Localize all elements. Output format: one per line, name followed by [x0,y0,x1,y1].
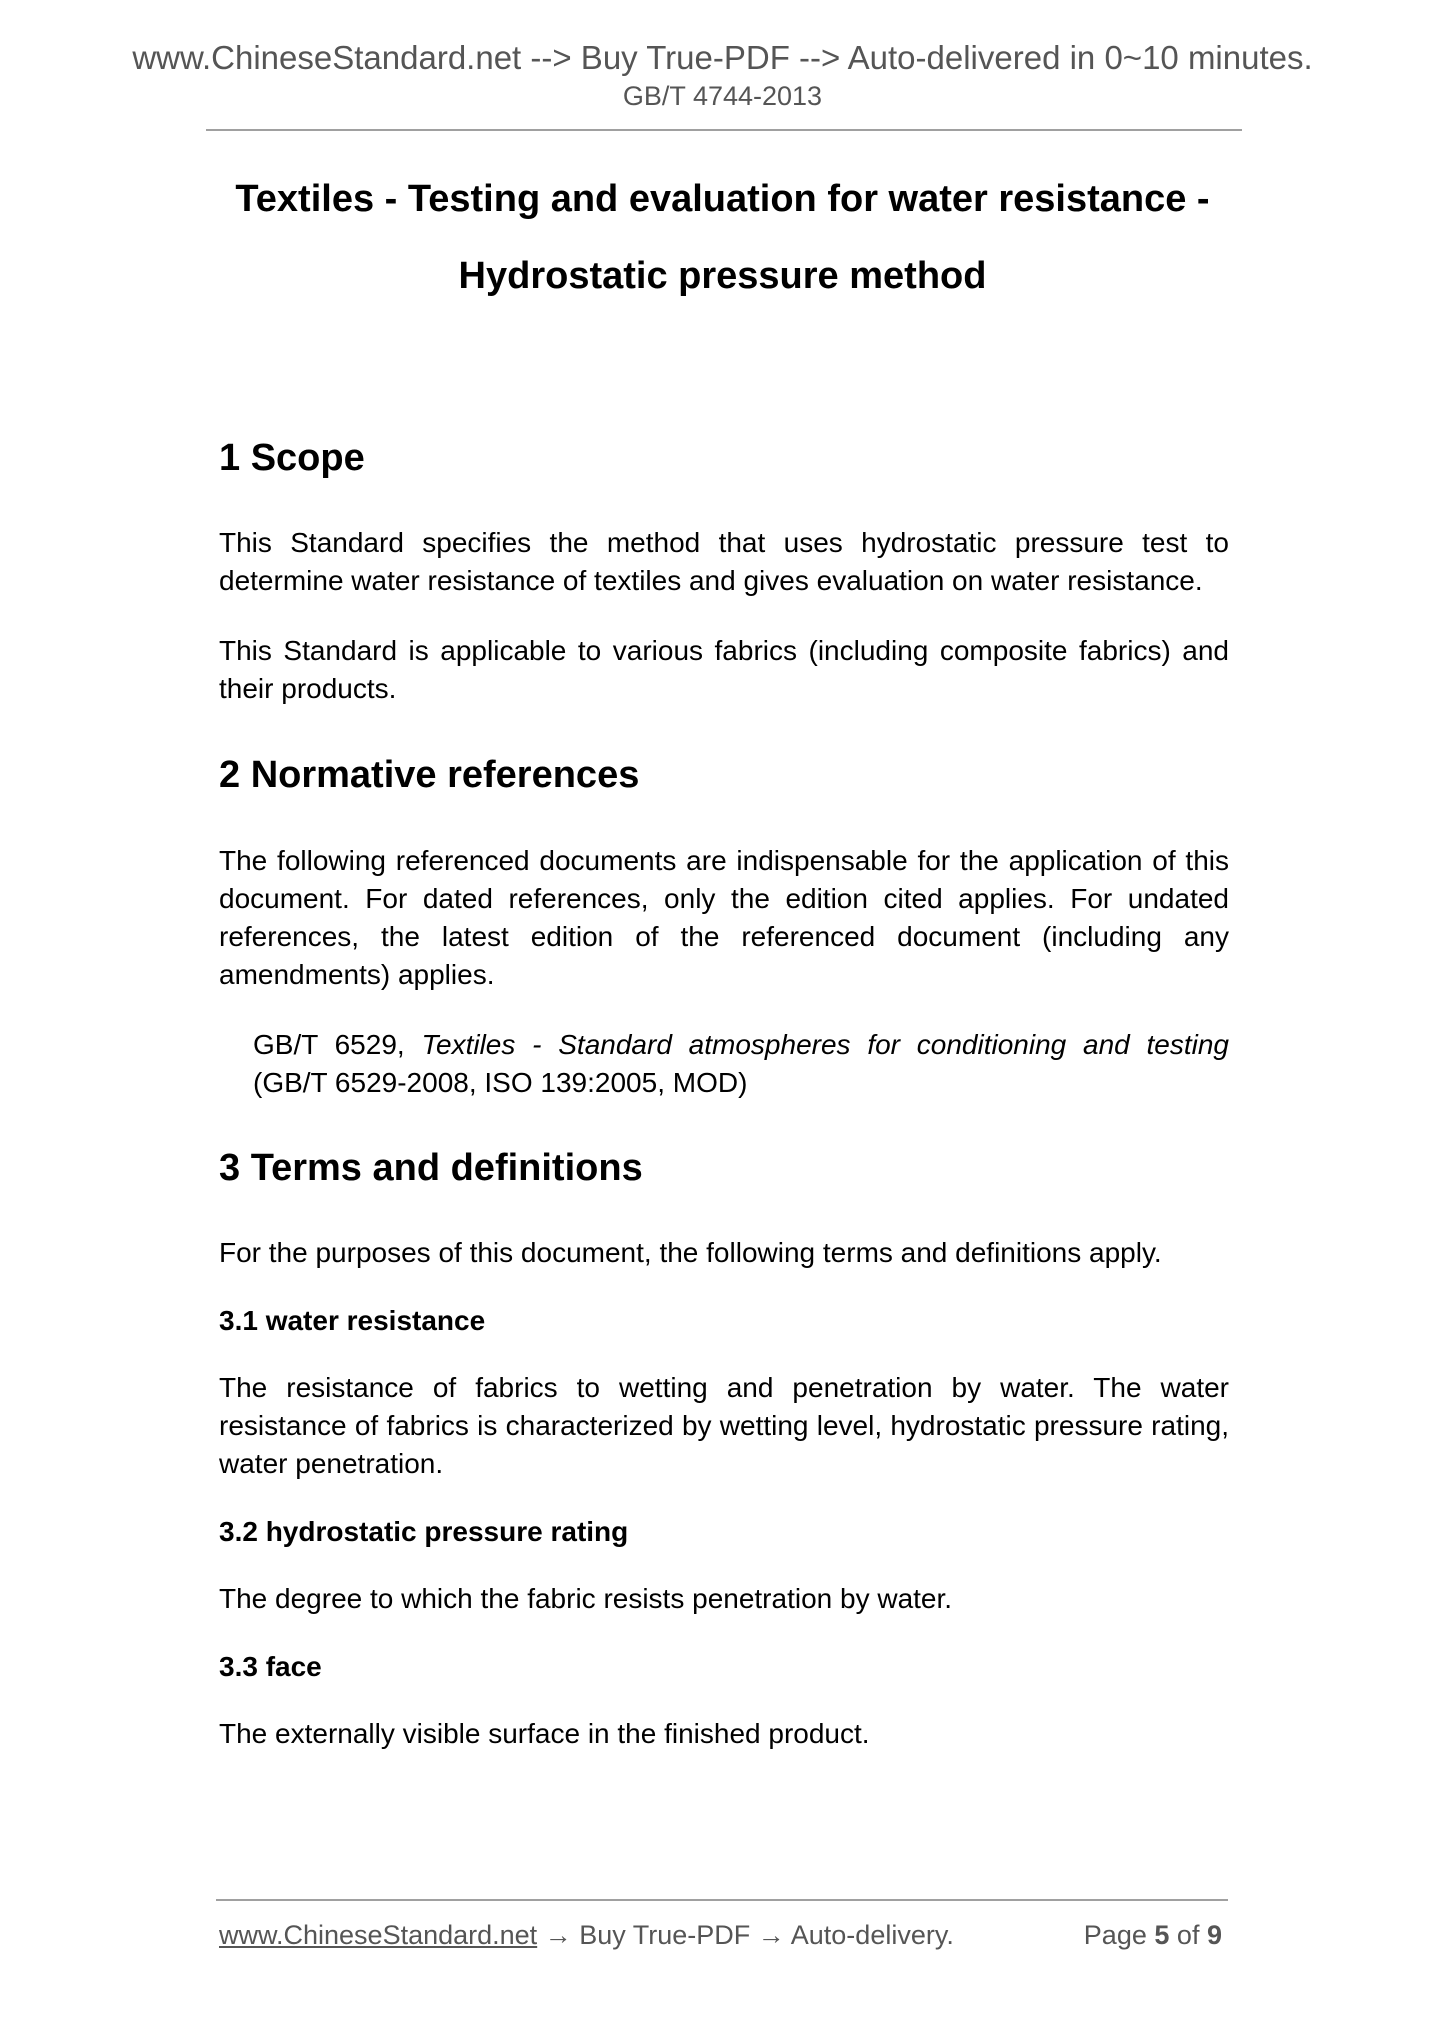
page-label: Page [1083,1920,1147,1950]
term-heading-face: 3.3 face [219,1651,322,1682]
normative-paragraph: The following referenced documents are indispensable for the application of this document. For dated references, only the edition cited applies. For undated references, the latest edition of the referenced document (including any amendments) applies. [219,845,1229,990]
document-title-line2: Hydrostatic pressure method [458,255,987,297]
page-total: 9 [1206,1920,1222,1950]
standard-code: GB/T 4744-2013 [622,81,823,111]
footer-divider [216,1899,1228,1901]
page-indicator [1084,1918,1222,1952]
section-heading-terms-definitions: 3 Terms and definitions [219,1147,643,1189]
term-body-face: The externally visible surface in the finished product. [219,1718,870,1749]
section-heading-scope: 1 Scope [219,437,365,479]
footer-delivery-text: Auto-delivery. [790,1920,954,1950]
header-divider [206,129,1242,131]
footer-buy-text: Buy True-PDF [579,1920,751,1950]
of-label: of [1176,1920,1200,1950]
reference-title: Textiles - Standard atmospheres for conditioning and testing [421,1029,1229,1060]
footer-links [219,1918,954,1952]
terms-intro: For the purposes of this document, the following terms and definitions apply. [219,1237,1162,1268]
header-banner: www.ChineseStandard.net --> Buy True-PDF --> Auto-delivered in 0~10 minutes. [132,39,1313,76]
normative-reference-entry [253,1026,1229,1102]
scope-paragraph-1: This Standard specifies the method that uses hydrostatic pressure test to determine water resistance of textiles and gives evaluation on water resistance. [219,527,1229,596]
footer-site-link[interactable]: www.ChineseStandard.net [219,1920,538,1950]
term-body-water-resistance: The resistance of fabrics to wetting and penetration by water. The water resistance of fabrics is characterized by wetting level, hydrostatic pressure rating, water penetration. [219,1372,1229,1479]
reference-code: GB/T 6529, [253,1029,405,1060]
arrow-right-icon: → [537,1920,580,1950]
term-heading-hydrostatic-pressure-rating: 3.2 hydrostatic pressure rating [219,1516,629,1547]
page-number: 5 [1154,1920,1170,1950]
term-body-hydrostatic-pressure-rating: The degree to which the fabric resists penetration by water. [219,1583,953,1614]
term-heading-water-resistance: 3.1 water resistance [219,1305,486,1336]
document-title-line1: Textiles - Testing and evaluation for water resistance - [235,178,1210,220]
section-heading-normative-references: 2 Normative references [219,754,640,796]
arrow-right-icon: → [750,1920,791,1950]
reference-suffix: (GB/T 6529-2008, ISO 139:2005, MOD) [253,1067,748,1098]
scope-paragraph-2: This Standard is applicable to various fabrics (including composite fabrics) and their products. [219,635,1229,704]
